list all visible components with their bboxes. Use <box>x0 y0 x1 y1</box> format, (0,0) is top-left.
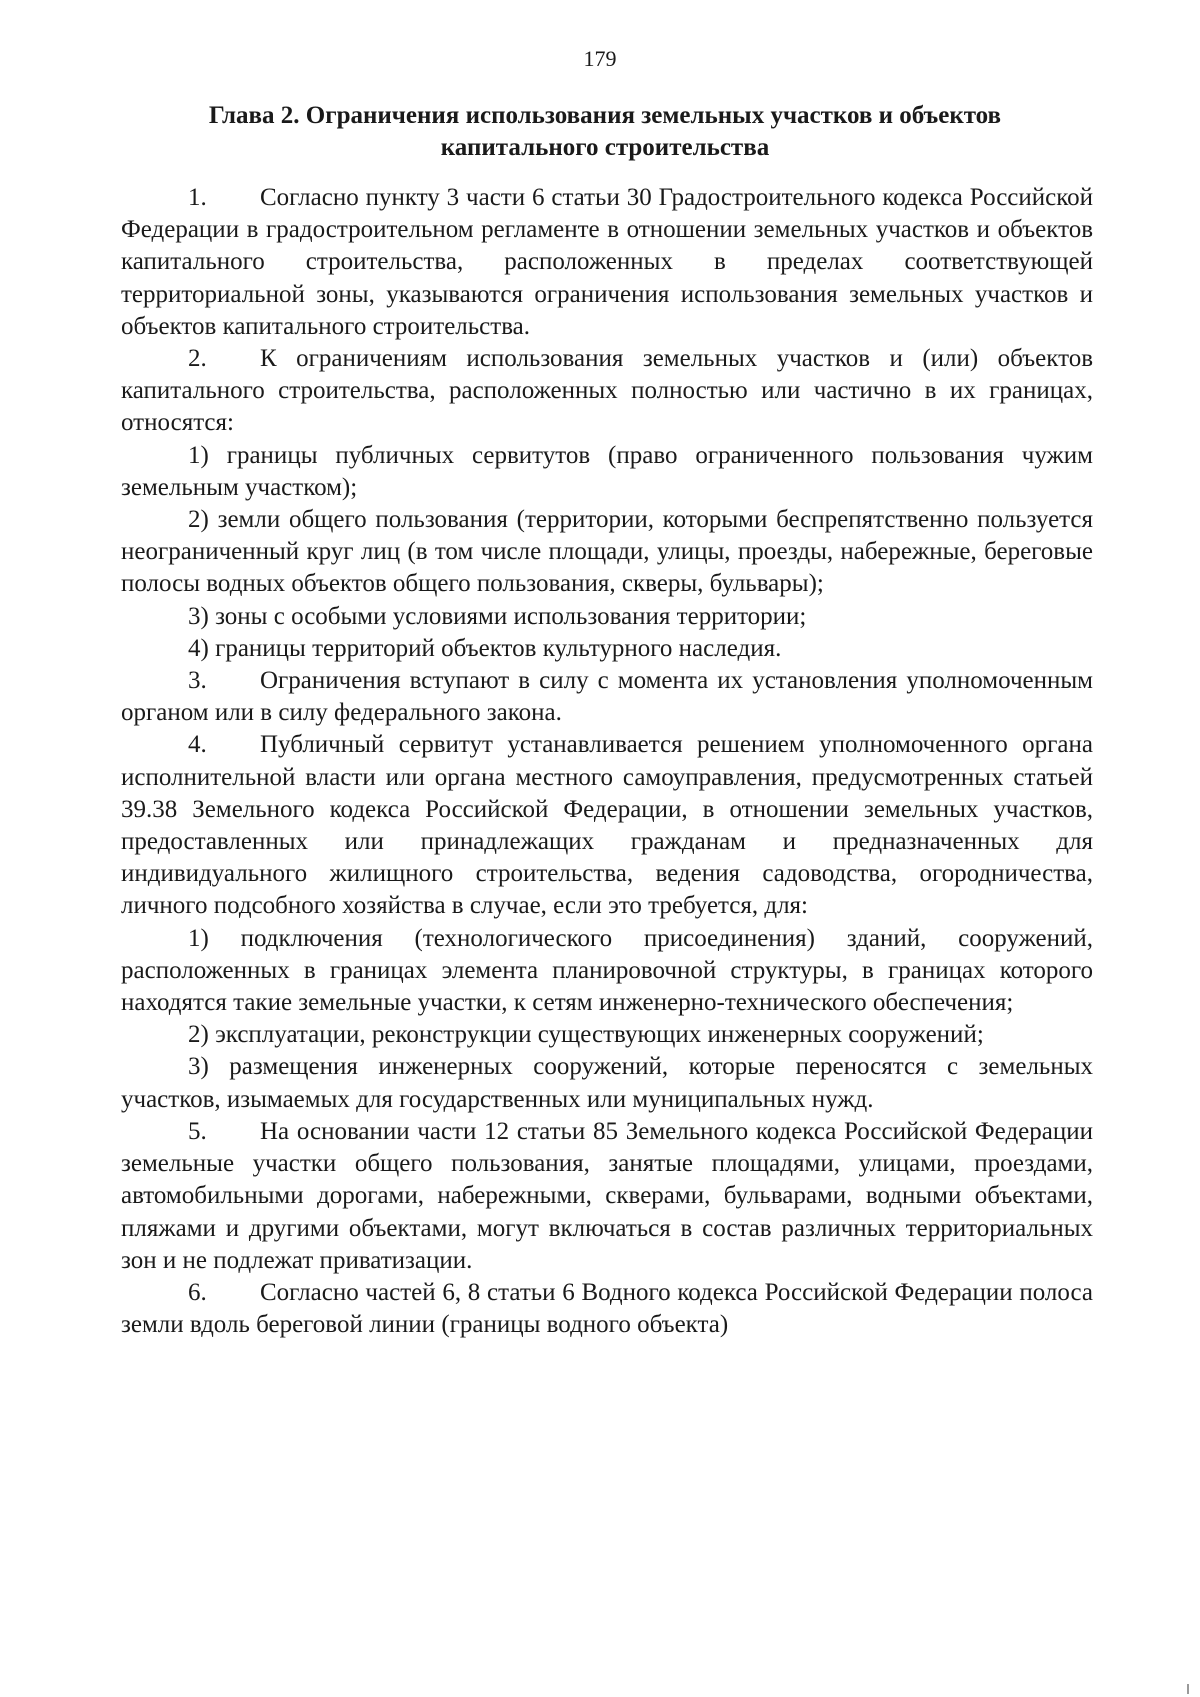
list-item-4-1 <box>121 923 1093 1020</box>
list-item-text: 3) размещения инженерных сооружений, которые переносятся с земельных участков, изымаемых для государственных или муниципальных нужд. <box>121 1053 1093 1113</box>
list-item-text: 1) границы публичных сервитутов (право ограниченного пользования чужим земельным участком); <box>121 441 1093 501</box>
page-number: 179 <box>583 46 617 71</box>
paragraph-text: Ограничения вступают в силу с момента их установления уполномоченным органом или в силу федерального закона. <box>121 667 1093 727</box>
paragraph-5 <box>121 1116 1093 1277</box>
list-item-2-3 <box>121 601 1093 633</box>
document-body <box>121 182 1093 1341</box>
paragraph-number: 1. <box>188 184 207 211</box>
list-item-text: 2) земли общего пользования (территории, которыми беспрепятственно пользуется неограниченный круг лиц (в том числе площади, улицы, проезды, набережные, береговые полосы водных объектов общего пользования, скверы, бульвары); <box>121 506 1093 598</box>
paragraph-text: На основании части 12 статьи 85 Земельного кодекса Российской Федерации земельные участки общего пользования, занятые площадями, улицами, проездами, автомобильными дорогами, набережными, скверами, бульварами, водными объектами, пляжами и другими объектами, могут включаться в состав различных территориальных зон и не подлежат приватизации. <box>121 1117 1093 1274</box>
paragraph-number: 3. <box>188 667 207 695</box>
chapter-title-line-1: Глава 2. Ограничения использования земельных участков и объектов <box>208 102 1002 129</box>
paragraph-text: Публичный сервитут устанавливается решением уполномоченного органа исполнительной власти или органа местного самоуправления, предусмотренных статьей 39.38 Земельного кодекса Российской Федерации, в отношении земельных участков, предоставленных или принадлежащих гражданам и предназначенных для индивидуального жилищного строительства, ведения садоводства, огородничества, личного подсобного хозяйства в случае, если это требуется, для: <box>121 731 1093 920</box>
scan-artifact-mark <box>1187 1684 1189 1694</box>
paragraph-1 <box>121 182 1093 343</box>
list-item-4-2 <box>121 1019 1093 1051</box>
list-item-text: 4) границы территорий объектов культурного наследия. <box>188 634 782 662</box>
paragraph-6 <box>121 1277 1093 1341</box>
list-item-4-3 <box>121 1051 1093 1115</box>
paragraph-number: 6. <box>188 1278 207 1306</box>
chapter-title <box>120 100 1090 164</box>
paragraph-number: 5. <box>188 1117 207 1145</box>
chapter-title-line-2: капитального строительства <box>440 134 770 161</box>
paragraph-text: Согласно частей 6, 8 статьи 6 Водного кодекса Российской Федерации полоса земли вдоль береговой линии (границы водного объекта) <box>121 1278 1093 1339</box>
list-item-2-4 <box>121 633 1093 665</box>
list-item-2-1 <box>121 440 1093 504</box>
paragraph-3 <box>121 665 1093 729</box>
list-item-2-2 <box>121 504 1093 601</box>
paragraph-2 <box>121 343 1093 440</box>
paragraph-number: 4. <box>188 731 207 759</box>
paragraph-text: Согласно пункту 3 части 6 статьи 30 Градостроительного кодекса Российской Федерации в градостроительном регламенте в отношении земельных участков и объектов капитального строительства, расположенных в пределах соответствующей территориальной зоны, указываются ограничения использования земельных участков и объектов капитального строительства. <box>121 184 1093 340</box>
list-item-text: 2) эксплуатации, реконструкции существующих инженерных сооружений; <box>188 1021 984 1049</box>
list-item-text: 1) подключения (технологического присоединения) зданий, сооружений, расположенных в границах элемента планировочной структуры, в границах которого находятся такие земельные участки, к сетям инженерно-технического обеспечения; <box>121 924 1093 1017</box>
paragraph-4 <box>121 729 1093 922</box>
list-item-text: 3) зоны с особыми условиями использования территории; <box>188 602 807 630</box>
paragraph-number: 2. <box>188 345 207 373</box>
paragraph-text: К ограничениям использования земельных участков и (или) объектов капитального строительства, расположенных полностью или частично в их границах, относятся: <box>121 345 1093 437</box>
